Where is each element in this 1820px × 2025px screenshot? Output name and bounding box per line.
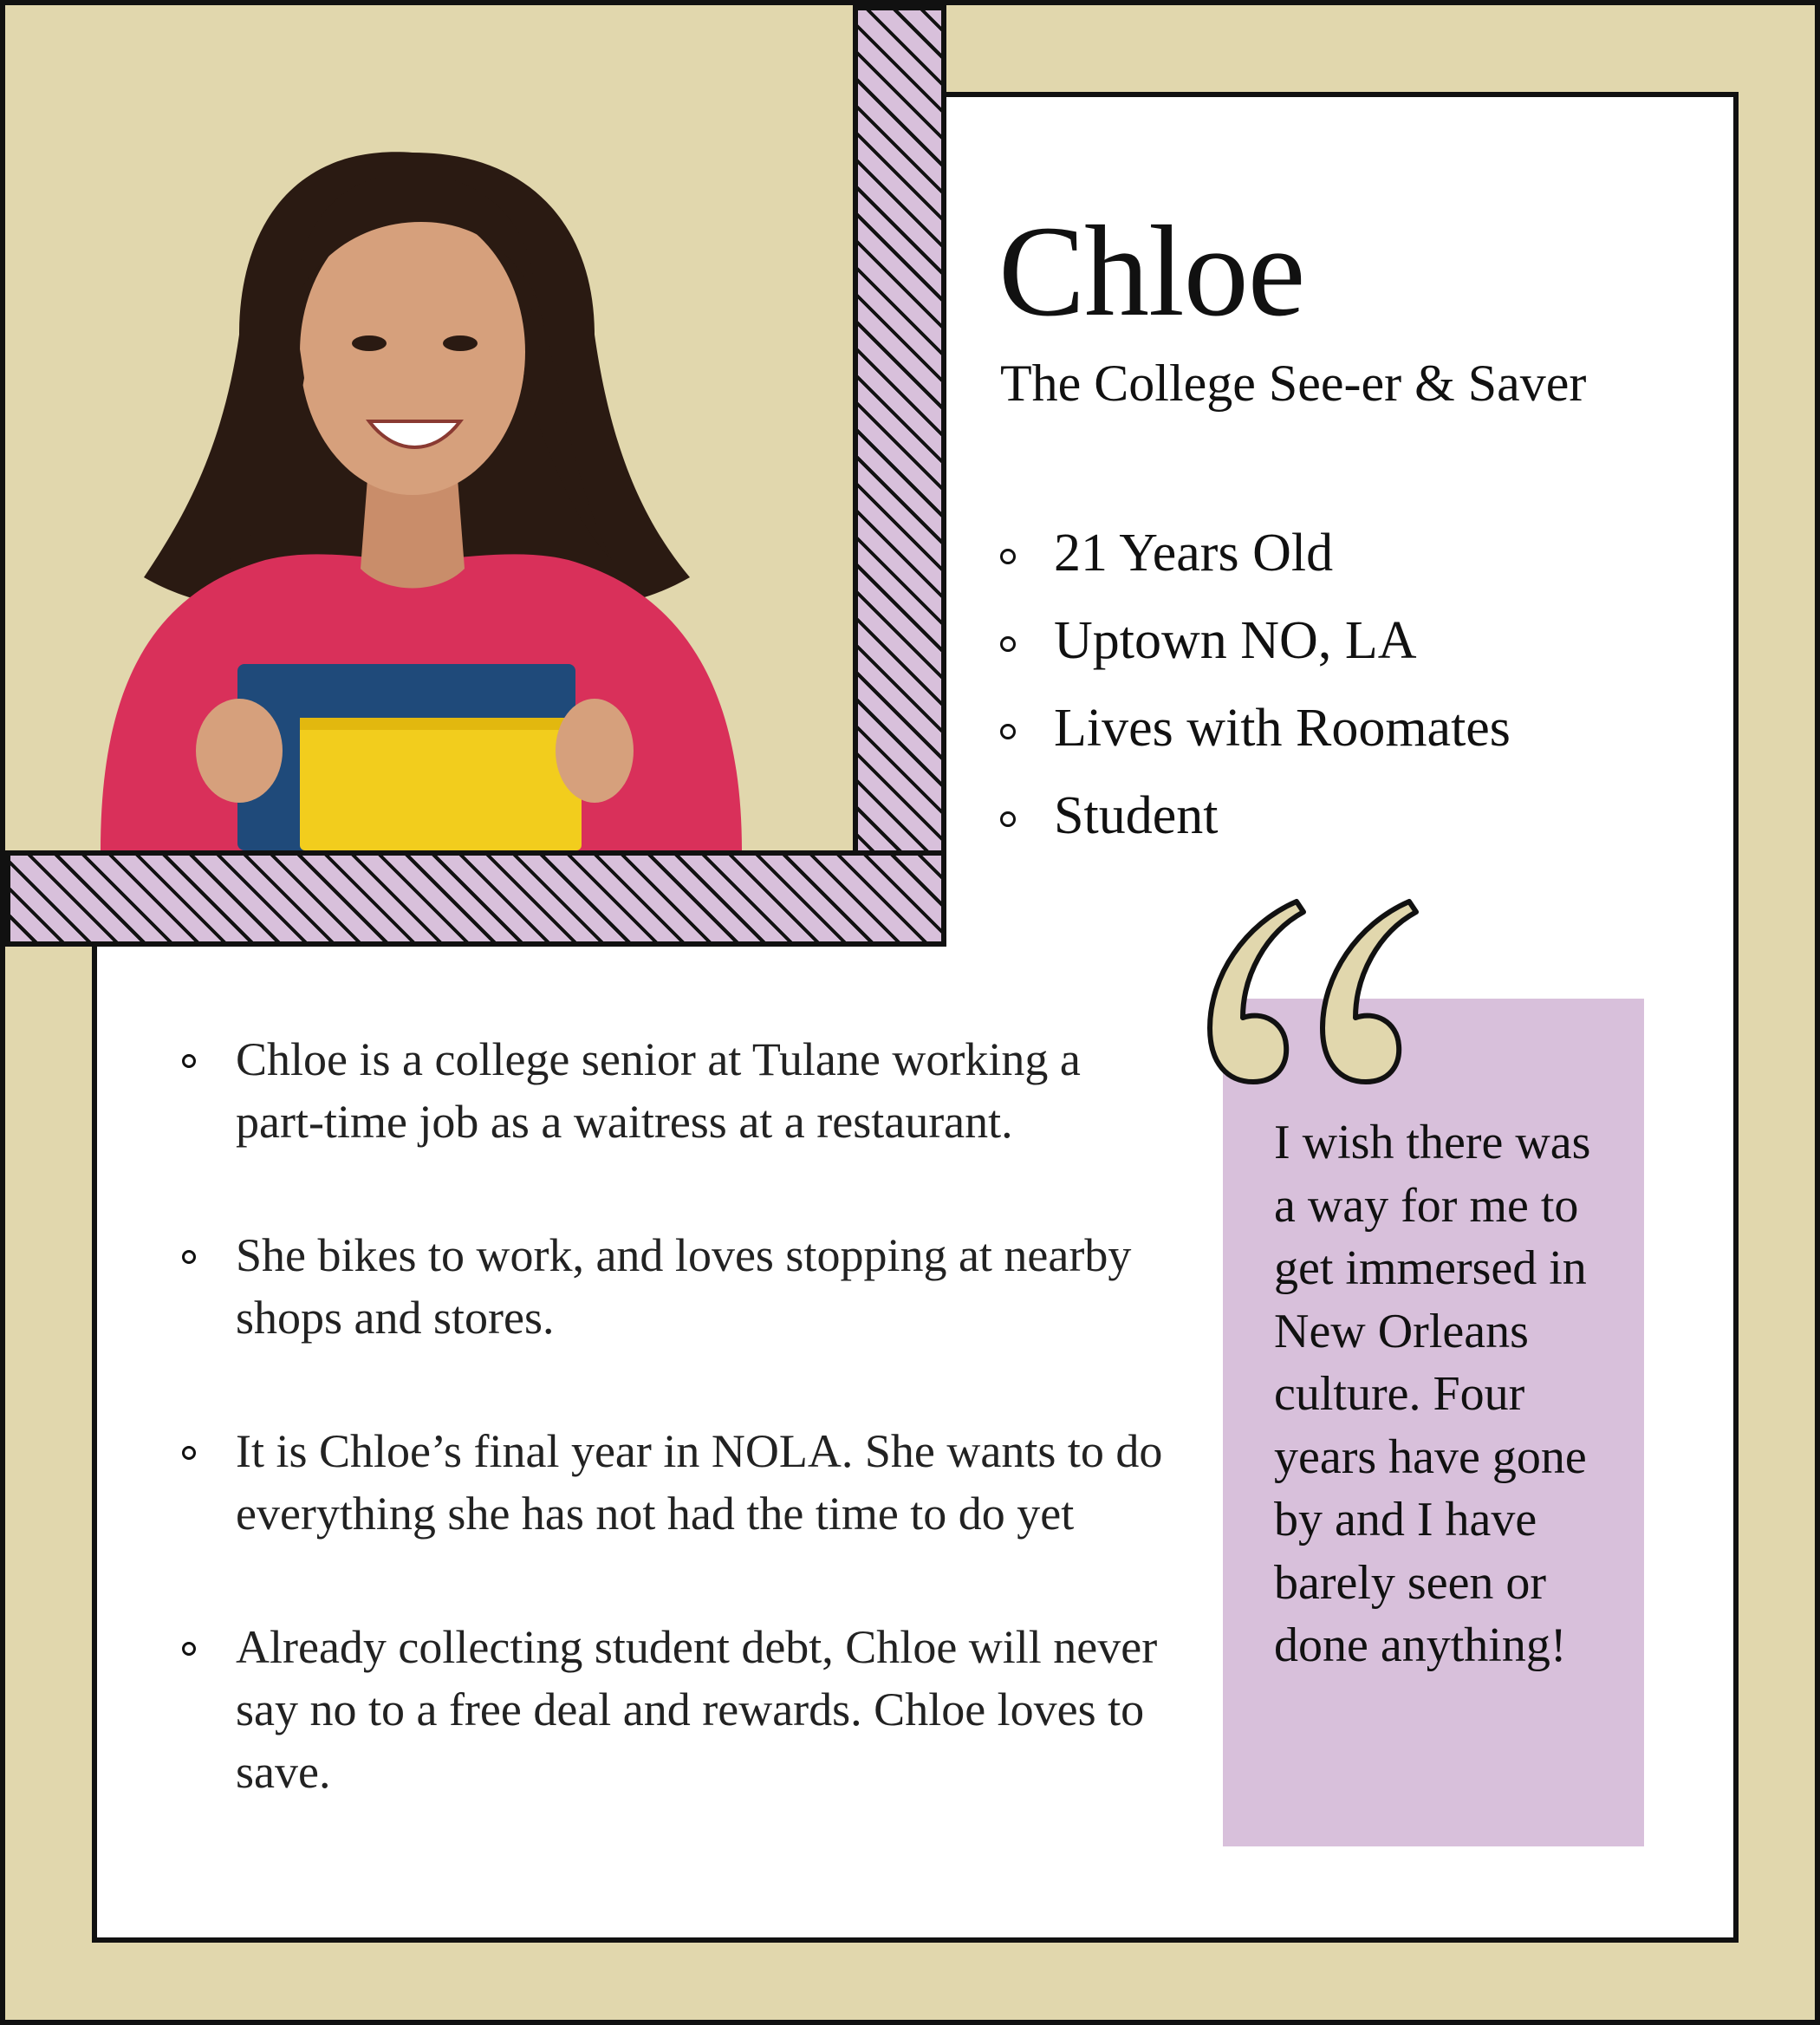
details-list <box>182 1028 1179 1874</box>
bullet-icon <box>1000 549 1016 564</box>
fact-item: Uptown NO, LA <box>1000 597 1511 685</box>
bullet-icon <box>182 1446 196 1460</box>
fact-item: Student <box>1000 772 1511 860</box>
open-quote-icon <box>1193 889 1427 1097</box>
bullet-icon <box>182 1250 196 1264</box>
detail-item: It is Chloe’s final year in NOLA. She wants to do everything she has not had the time to do yet <box>182 1420 1179 1545</box>
fact-item: 21 Years Old <box>1000 510 1511 597</box>
persona-name: Chloe <box>998 199 1305 343</box>
hatched-frame-vertical <box>853 5 946 947</box>
quote-text: I wish there was a way for me to get immersed in New Orleans culture. Four years have gone by and I have barely seen or done anything! <box>1274 1116 1591 1672</box>
detail-item: She bikes to work, and loves stopping at nearby shops and stores. <box>182 1224 1179 1349</box>
bullet-icon <box>1000 636 1016 652</box>
facts-list <box>1000 510 1511 860</box>
detail-item: Already collecting student debt, Chloe will never say no to a free deal and rewards. Chloe loves to save. <box>182 1616 1179 1803</box>
hatched-frame-horizontal <box>5 850 946 947</box>
portrait-illustration <box>5 5 853 850</box>
bullet-icon <box>182 1054 196 1068</box>
bullet-icon <box>1000 811 1016 827</box>
bullet-icon <box>1000 724 1016 739</box>
persona-subtitle: The College See-er & Saver <box>1000 355 1587 412</box>
portrait-photo <box>5 5 858 856</box>
fact-item: Lives with Roomates <box>1000 685 1511 772</box>
detail-item: Chloe is a college senior at Tulane working a part-time job as a waitress at a restaurant. <box>182 1028 1179 1153</box>
bullet-icon <box>182 1642 196 1656</box>
